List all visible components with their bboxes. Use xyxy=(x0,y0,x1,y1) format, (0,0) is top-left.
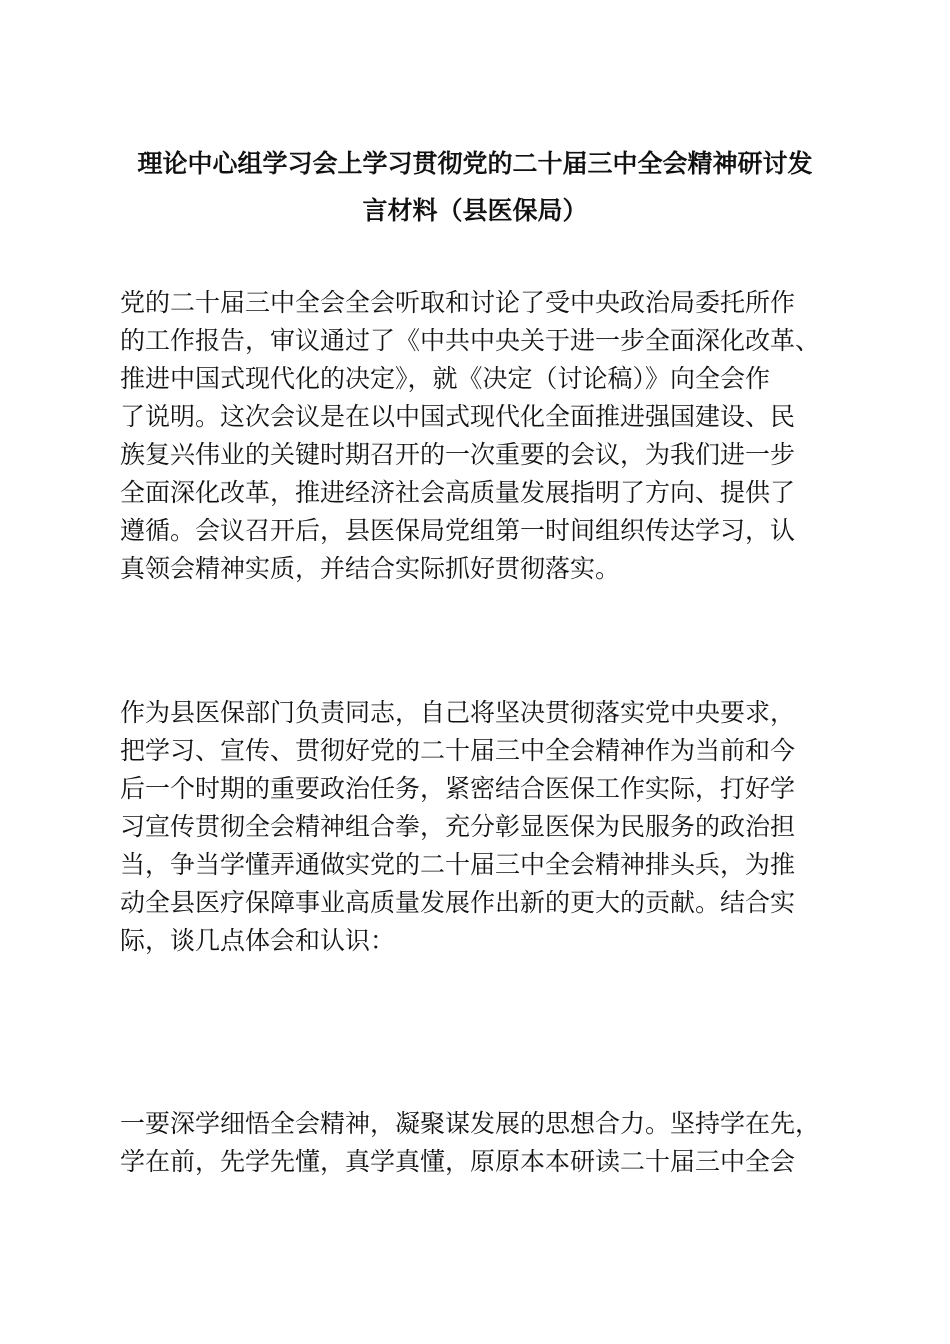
text-line: 族复兴伟业的关键时期召开的一次重要的会议，为我们进一步 xyxy=(120,440,796,469)
paragraph-2 xyxy=(120,694,840,960)
text-line: 了说明。这次会议是在以中国式现代化全面推进强国建设、民 xyxy=(120,402,796,431)
text-line: 际，谈几点体会和认识： xyxy=(120,926,396,955)
text-line: 习宣传贯彻全会精神组合拳，充分彰显医保为民服务的政治担 xyxy=(120,812,796,841)
text-line: 学在前，先学先懂，真学真懂，原原本本研读二十届三中全会 xyxy=(120,1147,796,1176)
document-title xyxy=(120,140,830,234)
text-line: 后一个时期的重要政治任务，紧密结合医保工作实际，打好学 xyxy=(120,774,796,803)
text-line: 作为县医保部门负责同志，自己将坚决贯彻落实党中央要求， xyxy=(120,698,796,727)
title-line: 理论中心组学习会上学习贯彻党的二十届三中全会精神研讨发 xyxy=(137,149,813,178)
title-line: 言材料（县医保局） xyxy=(362,196,588,225)
text-line: 全面深化改革，推进经济社会高质量发展指明了方向、提供了 xyxy=(120,478,796,507)
text-line: 动全县医疗保障事业高质量发展作出新的更大的贡献。结合实 xyxy=(120,888,796,917)
text-line: 的工作报告，审议通过了《中共中央关于进一步全面深化改革、 xyxy=(120,326,821,355)
paragraph-3 xyxy=(120,1105,840,1181)
paragraph-1 xyxy=(120,284,840,588)
text-line: 真领会精神实质，并结合实际抓好贯彻落实。 xyxy=(120,554,621,583)
text-line: 把学习、宣传、贯彻好党的二十届三中全会精神作为当前和今 xyxy=(120,736,796,765)
text-line: 当，争当学懂弄通做实党的二十届三中全会精神排头兵，为推 xyxy=(120,850,796,879)
text-line: 遵循。会议召开后，县医保局党组第一时间组织传达学习，认 xyxy=(120,516,796,545)
text-line: 党的二十届三中全会全会听取和讨论了受中央政治局委托所作 xyxy=(120,288,796,317)
text-line: 推进中国式现代化的决定》，就《决定（讨论稿）》向全会作 xyxy=(120,364,771,393)
text-line: 一要深学细悟全会精神，凝聚谋发展的思想合力。坚持学在先， xyxy=(120,1109,821,1138)
